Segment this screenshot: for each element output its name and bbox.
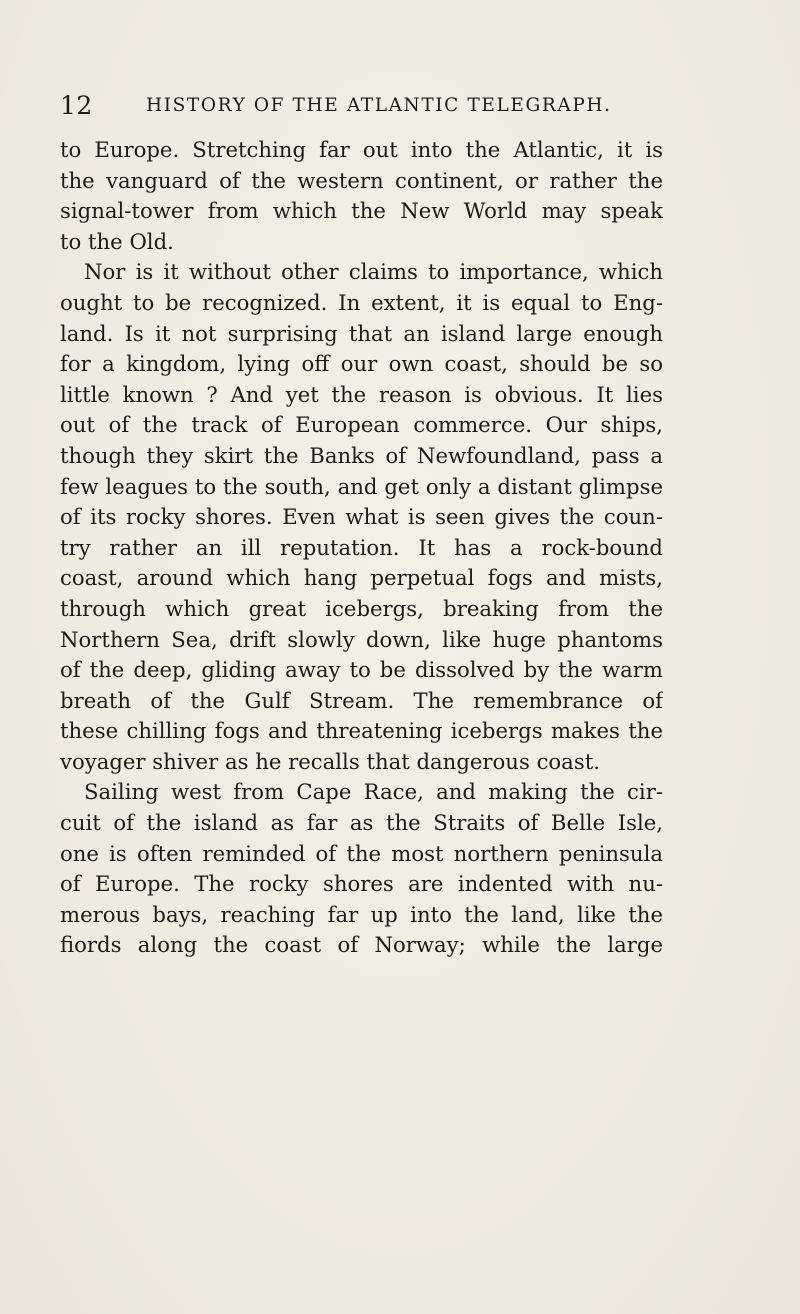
text-line: coast, around which hang perpetual fogs and mists, <box>60 565 663 591</box>
text-line: to Europe. Stretching far out into the Atlantic, it is <box>60 137 663 162</box>
text-line: Northern Sea, drift slowly down, like huge phantoms <box>60 626 663 652</box>
text-line: to the Old. <box>60 228 174 254</box>
text-line: few leagues to the south, and get only a distant glimpse <box>60 473 663 499</box>
text-line: signal-tower from which the New World may speak <box>60 198 663 224</box>
text-line: through which great icebergs, breaking from the <box>60 595 663 621</box>
text-line: one is often reminded of the most northern peninsula <box>60 840 663 866</box>
running-head: HISTORY OF THE ATLANTIC TELEGRAPH. <box>146 95 612 116</box>
body-text <box>60 135 663 961</box>
page-number: 12 <box>60 91 93 120</box>
text-line: little known ? And yet the reason is obvious. It lies <box>60 381 663 407</box>
text-line: of the deep, gliding away to be dissolved by the warm <box>60 657 663 683</box>
text-line: cuit of the island as far as the Straits of Belle Isle, <box>60 810 663 836</box>
text-line: of its rocky shores. Even what is seen gives the coun- <box>60 504 663 530</box>
text-line: try rather an ill reputation. It has a rock-bound <box>60 534 663 560</box>
page-header <box>60 91 740 121</box>
text-line: Sailing west from Cape Race, and making the cir- <box>84 779 663 805</box>
text-line: land. Is it not surprising that an island large enough <box>60 320 663 346</box>
text-line: breath of the Gulf Stream. The remembrance of <box>60 687 663 713</box>
text-line: the vanguard of the western continent, or rather the <box>60 167 663 193</box>
text-line: out of the track of European commerce. Our ships, <box>60 412 663 438</box>
text-line: for a kingdom, lying off our own coast, should be so <box>60 351 663 377</box>
text-line: merous bays, reaching far up into the land, like the <box>60 901 663 927</box>
text-line: voyager shiver as he recalls that dangerous coast. <box>60 748 600 774</box>
text-line: these chilling fogs and threatening icebergs makes the <box>60 718 663 744</box>
text-line: of Europe. The rocky shores are indented with nu- <box>60 871 663 897</box>
text-line: fiords along the coast of Norway; while the large <box>60 932 663 958</box>
text-line: though they skirt the Banks of Newfoundland, pass a <box>60 442 663 468</box>
text-line: ought to be recognized. In extent, it is equal to Eng- <box>60 289 663 315</box>
text-line: Nor is it without other claims to importance, which <box>84 259 663 285</box>
